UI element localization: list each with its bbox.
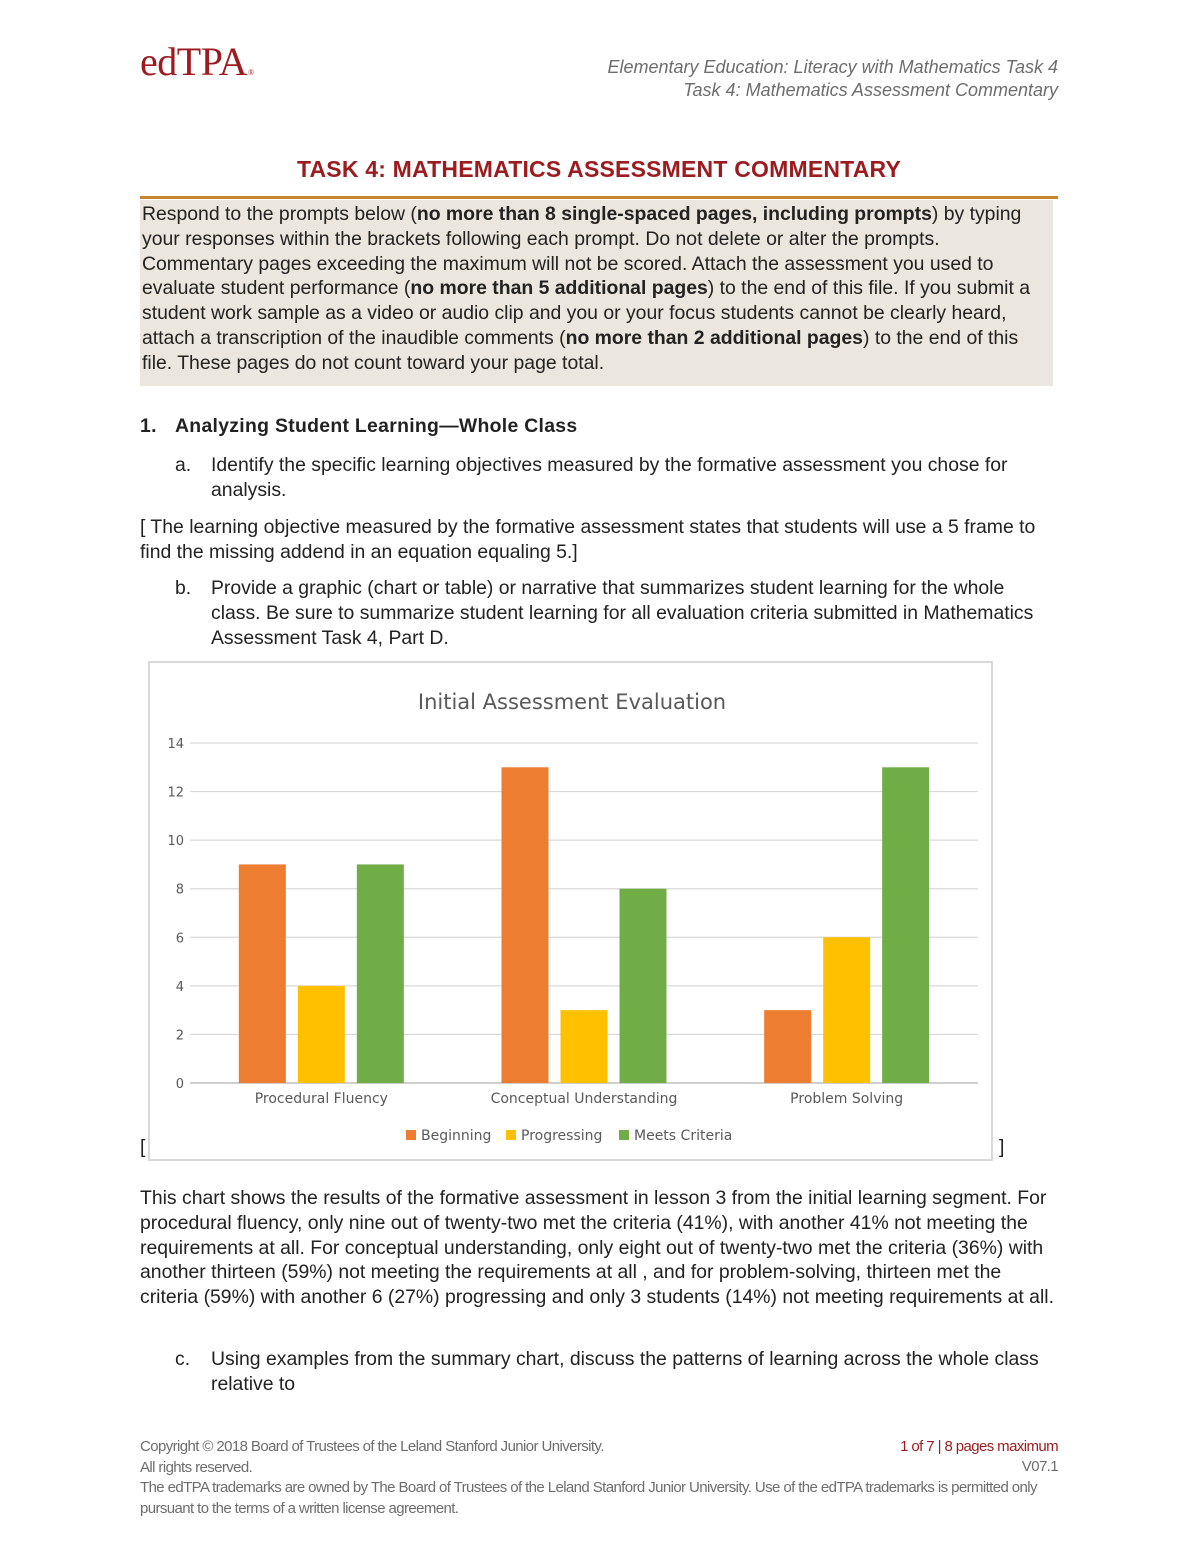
legend-label: Meets Criteria bbox=[634, 1128, 733, 1144]
y-tick-label: 10 bbox=[167, 834, 184, 850]
chart-title: Initial Assessment Evaluation bbox=[417, 690, 727, 714]
prompt-b: b. Provide a graphic (chart or table) or narrative that summarizes student learning for the whole class. Be sure to summarize student learning for all evaluation criteria submitted in Mathematics Assessment Task 4, Part D. bbox=[175, 577, 1034, 649]
legend-swatch bbox=[406, 1130, 416, 1140]
page-footer bbox=[140, 1437, 1058, 1519]
footer-rights: All rights reserved. bbox=[140, 1458, 253, 1476]
instructions-box: Respond to the prompts below (no more than 8 single-spaced pages, including prompts) by typing your responses within the brackets following each prompt. Do not delete or alter the prompts. Commentary pages exceeding the maximum will not be scored. Attach the assessment you used to evaluate student performance (no more than 5 additional pages) to the end of this file. If you submit a student work sample as a video or audio clip and you or your focus students cannot be clearly heard, attach a transcription of the inaudible comments (no more than 2 additional pages) to the end of this file. These pages do not count toward your page total. bbox=[140, 200, 1053, 386]
version-label: V07.1 bbox=[1021, 1458, 1058, 1475]
edtpa-logo: edTPA® bbox=[140, 39, 254, 84]
bar-meets-criteria bbox=[620, 889, 667, 1083]
footer-trademark: The edTPA trademarks are owned by The Board of Trustees of the Leland Stanford Junior University. Use of the edTPA trademarks is permitted only pursuant to the terms of a written license agreement. bbox=[140, 1479, 1037, 1517]
prompt-a: a. Identify the specific learning objectives measured by the formative assessment you chose for analysis. bbox=[175, 454, 1008, 501]
document-header bbox=[607, 56, 1058, 102]
prompt-c: c. Using examples from the summary chart, discuss the patterns of learning across the whole class relative to bbox=[175, 1348, 1039, 1395]
response-bracket-open: [ bbox=[140, 1136, 146, 1158]
y-tick-label: 2 bbox=[175, 1028, 184, 1044]
header-line-2: Task 4: Mathematics Assessment Commentary bbox=[683, 80, 1058, 100]
response-b[interactable]: This chart shows the results of the formative assessment in lesson 3 from the initial learning segment. For procedural fluency, only nine out of twenty-two met the criteria (41%), with another 41% not meeting the requirements at all. For conceptual understanding, only eight out of twenty-two met the criteria (36%) with another thirteen (59%) not meeting the requirements at all , and for problem-solving, thirteen met the criteria (59%) with another 6 (27%) progressing and only 3 students (14%) not meeting requirements at all. bbox=[140, 1187, 1054, 1309]
legend-swatch bbox=[619, 1130, 629, 1140]
footer-copyright: Copyright © 2018 Board of Trustees of the Leland Stanford Junior University. bbox=[140, 1438, 604, 1455]
page-count: 1 of 7 | 8 pages maximum bbox=[900, 1438, 1058, 1455]
bar-beginning bbox=[764, 1010, 811, 1083]
y-tick-label: 8 bbox=[175, 882, 184, 898]
page-title: TASK 4: MATHEMATICS ASSESSMENT COMMENTARY bbox=[296, 156, 902, 182]
bar-progressing bbox=[823, 937, 870, 1083]
y-tick-label: 6 bbox=[175, 931, 184, 947]
y-tick-label: 0 bbox=[175, 1077, 184, 1092]
x-tick-label: Procedural Fluency bbox=[254, 1091, 388, 1107]
legend-label: Progressing bbox=[521, 1128, 603, 1144]
title-divider bbox=[140, 196, 1058, 199]
y-tick-label: 14 bbox=[167, 737, 184, 752]
header-line-1: Elementary Education: Literacy with Mathematics Task 4 bbox=[607, 57, 1058, 77]
y-tick-label: 4 bbox=[175, 979, 184, 995]
bar-beginning bbox=[502, 767, 549, 1083]
x-tick-label: Conceptual Understanding bbox=[490, 1091, 678, 1107]
bar-meets-criteria bbox=[882, 767, 929, 1083]
legend-swatch bbox=[506, 1130, 516, 1140]
y-tick-label: 12 bbox=[167, 785, 184, 801]
x-tick-label: Problem Solving bbox=[790, 1091, 904, 1107]
bar-progressing bbox=[561, 1010, 608, 1083]
bar-beginning bbox=[239, 864, 286, 1083]
response-a[interactable]: [ The learning objective measured by the formative assessment states that students will use a 5 frame to find the missing addend in an equation equaling 5.] bbox=[140, 516, 1036, 563]
legend-label: Beginning bbox=[421, 1128, 492, 1144]
section-heading: 1. Analyzing Student Learning—Whole Class bbox=[140, 415, 578, 437]
assessment-chart bbox=[148, 661, 993, 1161]
bar-meets-criteria bbox=[357, 864, 404, 1083]
bar-progressing bbox=[298, 986, 345, 1083]
response-bracket-close: ] bbox=[999, 1136, 1005, 1158]
